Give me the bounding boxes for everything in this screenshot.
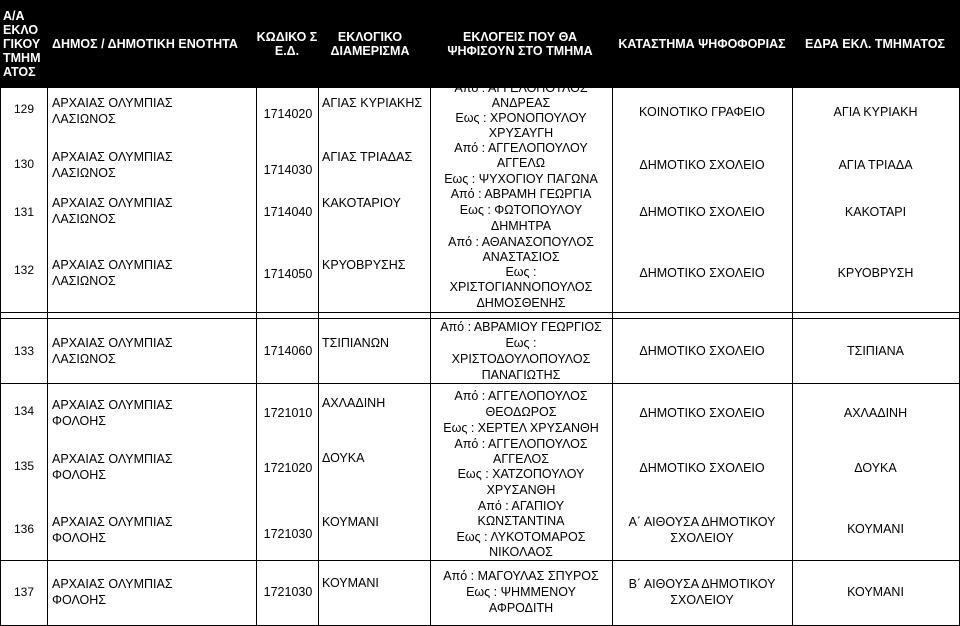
row-number: 129 [13,102,35,116]
header-katastima-label: ΚΑΤΑΣΤΗΜΑ ΨΗΦΟΦΟΡΙΑΣ [618,37,786,51]
ekloges-line: Εως : [505,336,537,350]
grid-line [47,88,48,626]
header-kodikos-label: ΚΩΔΙΚΟ Σ Ε.Δ. [256,30,318,58]
edra-value: ΚΡΥΟΒΡΥΣΗ [837,266,914,280]
ekloges-line: ΘΕΟΔΩΡΟΣ [485,405,557,419]
katastima-value: ΔΗΜΟΤΙΚΟ ΣΧΟΛΕΙΟ [639,344,765,358]
edra-value: ΚΟΥΜΑΝΙ [847,585,904,599]
ekloges-line: ΑΦΡΟΔΙΤΗ [488,601,554,615]
diamerisma-value: ΑΓΙΑΣ ΚΥΡΙΑΚΗΣ [322,96,423,110]
ekloges-line: ΧΡΙΣΤΟΔΟΥΛΟΠΟΥΛΟΣ [451,352,591,366]
kodikos-value: 1714060 [263,344,313,358]
katastima-value: ΔΗΜΟΤΙΚΟ ΣΧΟΛΕΙΟ [639,205,765,219]
dimos-name: ΑΡΧΑΙΑΣ ΟΛΥΜΠΙΑΣ [52,196,173,210]
ekloges-line: Εως : ΛΥΚΟΤΟΜΑΡΟΣ [456,530,586,544]
diamerisma-value: ΚΟΥΜΑΝΙ [322,576,379,590]
edra-value: ΚΟΥΜΑΝΙ [847,522,904,536]
ekloges-line: Από : ΑΘΑΝΑΣΟΠΟΥΛΟΣ [448,235,594,249]
katastima-line-1: Α΄ ΑΙΘΟΥΣΑ ΔΗΜΟΤΙΚΟΥ [628,515,776,529]
header-kodikos [256,0,318,88]
kodikos-value: 1721010 [263,406,313,420]
header-edra-label: ΕΔΡΑ ΕΚΛ. ΤΜΗΜΑΤΟΣ [805,37,945,51]
ekloges-line: Από : ΑΓΑΠΙΟΥ [477,499,565,513]
katastima-value: ΔΗΜΟΤΙΚΟ ΣΧΟΛΕΙΟ [639,158,765,172]
edra-value: ΑΓΙΑ ΚΥΡΙΑΚΗ [833,105,918,119]
dimotiki-enotita: ΦΟΛΟΗΣ [52,468,107,482]
ekloges-line: Από : ΑΓΓΕΛΟΠΟΥΛΟΣ [454,437,588,451]
diamerisma-value: ΑΓΙΑΣ ΤΡΙΑΔΑΣ [322,150,413,164]
diamerisma-value: ΤΣΙΠΙΑΝΩΝ [322,336,390,350]
row-number: 137 [13,585,35,599]
kodikos-value: 1714050 [263,267,313,281]
dimotiki-enotita: ΛΑΣΙΩΝΟΣ [52,352,116,366]
ekloges-line: Εως : ΨΗΜΜΕΝΟΥ [466,585,576,599]
dimos-name: ΑΡΧΑΙΑΣ ΟΛΥΜΠΙΑΣ [52,336,173,350]
katastima-value: ΔΗΜΟΤΙΚΟ ΣΧΟΛΕΙΟ [639,406,765,420]
table-header [0,0,960,88]
ekloges-line: ΚΩΝΣΤΑΝΤΙΝΑ [477,514,565,528]
katastima-line-2: ΣΧΟΛΕΙΟΥ [670,531,734,545]
dimotiki-enotita: ΦΟΛΟΗΣ [52,593,107,607]
dimos-name: ΑΡΧΑΙΑΣ ΟΛΥΜΠΙΑΣ [52,452,173,466]
ekloges-line: Εως : [505,265,537,279]
edra-value: ΚΑΚΟΤΑΡΙ [844,205,907,219]
ekloges-line: Εως : ΧΡΟΝΟΠΟΥΛΟΥ [455,111,587,125]
dimos-name: ΑΡΧΑΙΑΣ ΟΛΥΜΠΙΑΣ [52,96,173,110]
grid-line [0,312,960,313]
row-number: 134 [13,404,35,418]
grid-line [0,560,960,561]
ekloges-line: Από : ΜΑΓΟΥΛΑΣ ΣΠΥΡΟΣ [443,569,599,583]
grid-line [318,88,319,626]
ekloges-line: ΑΓΓΕΛΟΣ [493,452,549,466]
header-dimos [52,0,258,88]
row-number: 133 [13,344,35,358]
dimos-name: ΑΡΧΑΙΑΣ ΟΛΥΜΠΙΑΣ [52,398,173,412]
header-dimos-label: ΔΗΜΟΣ / ΔΗΜΟΤΙΚΗ ΕΝΟΤΗΤΑ [52,37,238,51]
diamerisma-value: ΚΡΥΟΒΡΥΣΗΣ [322,258,406,272]
dimos-name: ΑΡΧΑΙΑΣ ΟΛΥΜΠΙΑΣ [52,515,173,529]
ekloges-line: Από : ΑΓΓΕΛΟΠΟΥΛΟΥ [454,141,588,155]
kodikos-value: 1714030 [263,163,313,177]
katastima-line-2: ΣΧΟΛΕΙΟΥ [670,593,734,607]
row-number: 136 [13,522,35,536]
kodikos-value: 1714020 [263,107,313,121]
ekloges-line: Εως : ΨΥΧΟΓΙΟΥ ΠΑΓΩΝΑ [444,172,598,186]
dimotiki-enotita: ΦΟΛΟΗΣ [52,531,107,545]
ekloges-line: ΧΡΥΣΑΥΓΗ [488,126,554,140]
katastima-value: ΔΗΜΟΤΙΚΟ ΣΧΟΛΕΙΟ [639,461,765,475]
ekloges-line: Από : ΑΒΡΑΜΗ ΓΕΩΡΓΙΑ [450,187,592,201]
dimotiki-enotita: ΛΑΣΙΩΝΟΣ [52,112,116,126]
edra-value: ΔΟΥΚΑ [854,461,897,475]
header-diamerisma [320,0,420,88]
header-katastima [612,0,792,88]
header-edra [790,0,960,88]
diamerisma-value: ΚΟΥΜΑΝΙ [322,515,379,529]
dimotiki-enotita: ΛΑΣΙΩΝΟΣ [52,274,116,288]
ekloges-line: Από : ΑΒΡΑΜΙΟΥ ΓΕΩΡΓΙΟΣ [440,320,602,334]
grid-line [256,88,257,626]
ekloges-line: ΧΡΙΣΤΟΓΙΑΝΝΟΠΟΥΛΟΣ [449,280,593,294]
katastima-line-1: Β΄ ΑΙΘΟΥΣΑ ΔΗΜΟΤΙΚΟΥ [628,577,776,591]
kodikos-value: 1721030 [263,527,313,541]
katastima-value: ΚΟΙΝΟΤΙΚΟ ΓΡΑΦΕΙΟ [639,105,765,119]
dimotiki-enotita: ΦΟΛΟΗΣ [52,414,107,428]
grid-line [0,88,1,626]
ekloges-line: ΠΑΝΑΓΙΩΤΗΣ [481,368,561,382]
ekloges-line: ΑΝΔΡΕΑΣ [491,96,551,110]
row-number: 130 [13,157,35,171]
ekloges-line: Εως : ΧΑΤΖΟΠΟΥΛΟΥ [457,467,585,481]
edra-value: ΤΣΙΠΙΑΝΑ [846,344,905,358]
ekloges-line: ΔΗΜΗΤΡΑ [490,219,552,233]
dimos-name: ΑΡΧΑΙΑΣ ΟΛΥΜΠΙΑΣ [52,577,173,591]
row-number: 132 [13,263,35,277]
dimos-name: ΑΡΧΑΙΑΣ ΟΛΥΜΠΙΑΣ [52,258,173,272]
grid-line [0,383,960,384]
ekloges-line: ΑΓΓΕΛΩ [496,156,546,170]
header-ekloges [428,0,612,88]
ekloges-line: Από : ΑΓΓΕΛΟΠΟΥΛΟΣ [454,81,588,95]
ekloges-line: ΧΡΥΣΑΝΘΗ [486,483,556,497]
edra-value: ΑΓΙΑ ΤΡΙΑΔΑ [838,158,913,172]
kodikos-value: 1714040 [263,205,313,219]
dimotiki-enotita: ΛΑΣΙΩΝΟΣ [52,166,116,180]
ekloges-line: ΝΙΚΟΛΑΟΣ [489,545,553,559]
header-aa [3,0,47,88]
diamerisma-value: ΑΧΛΑΔΙΝΗ [322,396,386,410]
header-ekloges-label: ΕΚΛΟΓΕΙΣ ΠΟΥ ΘΑ ΨΗΦΙΣΟΥΝ ΣΤΟ ΤΜΗΜΑ [447,30,593,58]
dimotiki-enotita: ΛΑΣΙΩΝΟΣ [52,212,116,226]
ekloges-line: ΔΗΜΟΣΘΕΝΗΣ [476,296,566,310]
header-aa-label: Α/Α ΕΚΛΟ ΓΙΚΟΥ ΤΜΗΜ ΑΤΟΣ [3,9,41,79]
diamerisma-value: ΚΑΚΟΤΑΡΙΟΥ [322,196,401,210]
dimos-name: ΑΡΧΑΙΑΣ ΟΛΥΜΠΙΑΣ [52,150,173,164]
header-diamerisma-label: ΕΚΛΟΓΙΚΟ ΔΙΑΜΕΡΙΣΜΑ [330,30,410,58]
katastima-value: ΔΗΜΟΤΙΚΟ ΣΧΟΛΕΙΟ [639,266,765,280]
ekloges-line: Εως : ΧΕΡΤΕΛ ΧΡΥΣΑΝΘΗ [443,421,599,435]
diamerisma-value: ΔΟΥΚΑ [322,451,365,465]
ekloges-line: Από : ΑΓΓΕΛΟΠΟΥΛΟΣ [454,389,588,403]
row-number: 131 [13,205,35,219]
row-number: 135 [13,459,35,473]
ekloges-line: Εως : ΦΩΤΟΠΟΥΛΟΥ [459,203,583,217]
ekloges-line: ΑΝΑΣΤΑΣΙΟΣ [482,250,560,264]
kodikos-value: 1721020 [263,461,313,475]
edra-value: ΑΧΛΑΔΙΝΗ [843,406,908,420]
kodikos-value: 1721030 [263,585,313,599]
